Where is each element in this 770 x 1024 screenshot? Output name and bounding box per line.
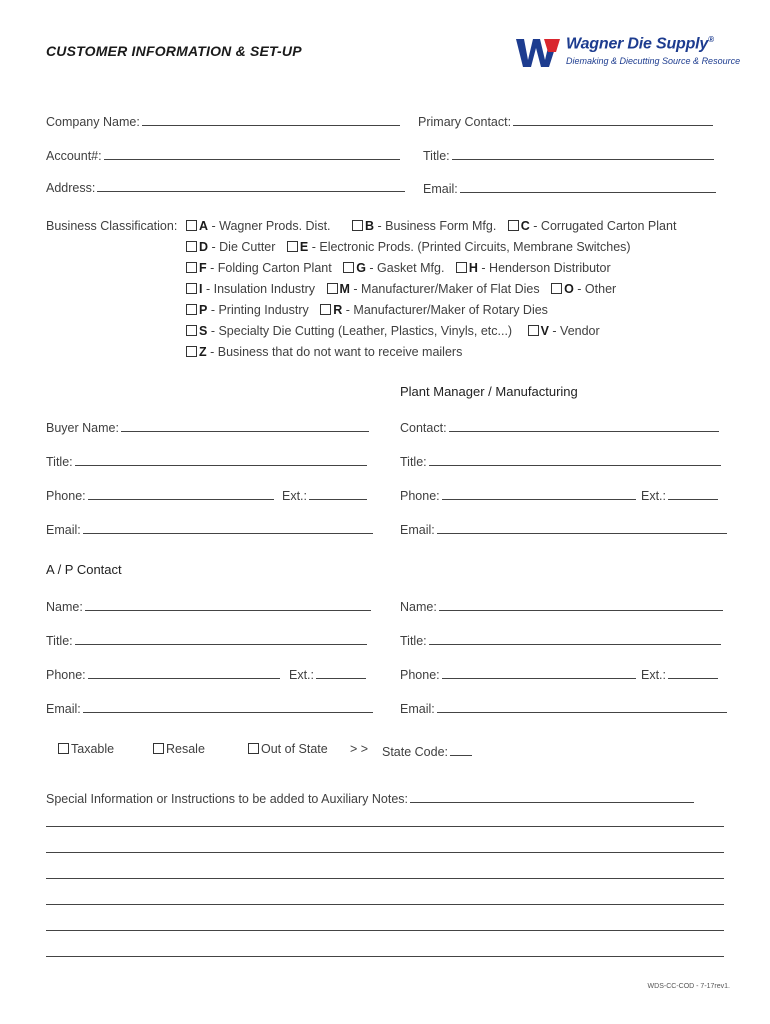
checkbox-icon[interactable] [343,262,354,273]
checkbox-icon[interactable] [186,346,197,357]
buyer-email-label: Email: [46,523,81,537]
notes-line[interactable] [46,904,724,905]
company-logo [514,34,741,72]
ap2-title-field[interactable] [400,631,721,648]
classification-option-m[interactable]: M - Manufacturer/Maker of Flat Dies [327,282,540,296]
plant-phone-field[interactable] [400,486,636,503]
ap-email-field[interactable] [46,699,373,716]
classification-row-5 [186,303,548,317]
company-title-line[interactable] [452,146,714,160]
ap2-phone-line[interactable] [442,665,636,679]
account-line[interactable] [104,146,400,160]
buyer-title-field[interactable] [46,452,367,469]
classification-option-a[interactable]: A - Wagner Prods. Dist. [186,219,331,233]
account-label: Account#: [46,149,102,163]
ap2-name-field[interactable] [400,597,723,614]
plant-title-field[interactable] [400,452,721,469]
buyer-name-field[interactable] [46,418,369,435]
logo-name: Wagner Die Supply® [566,35,714,53]
logo-tagline: Diemaking & Diecutting Source & Resource [566,56,741,66]
ap2-email-label: Email: [400,702,435,716]
ap-title-field[interactable] [46,631,367,648]
buyer-ext-field[interactable] [282,486,367,503]
ap-name-label: Name: [46,600,83,614]
checkbox-icon[interactable] [456,262,467,273]
classification-row-3 [186,261,611,275]
account-field[interactable] [46,146,400,163]
checkbox-icon[interactable] [327,283,338,294]
checkbox-icon[interactable] [153,743,164,754]
special-info-line[interactable] [410,789,694,803]
ap-name-line[interactable] [85,597,371,611]
classification-row-1 [186,219,676,233]
ap-ext-field[interactable] [289,665,366,682]
out-of-state-label: Out of State [261,742,328,756]
plant-phone-label: Phone: [400,489,440,503]
company-email-label: Email: [423,182,458,196]
ap-title-line[interactable] [75,631,367,645]
company-name-line[interactable] [142,112,400,126]
classification-option-e[interactable]: E - Electronic Prods. (Printed Circuits, Membrane Switches) [287,240,631,254]
special-info-label: Special Information or Instructions to be added to Auxiliary Notes: [46,792,408,806]
ap-ext-line[interactable] [316,665,366,679]
classification-option-s[interactable]: S - Specialty Die Cutting (Leather, Plastics, Vinyls, etc...) [186,324,512,338]
form-code: WDS-CC-COD - 7-17rev1. [647,983,730,990]
buyer-title-line[interactable] [75,452,367,466]
checkbox-icon[interactable] [186,325,197,336]
company-name-field[interactable] [46,112,400,129]
ap2-ext-label: Ext.: [641,668,667,682]
checkbox-icon[interactable] [528,325,539,336]
ap2-title-label: Title: [400,634,427,648]
notes-line[interactable] [46,878,724,879]
address-field[interactable] [46,178,405,195]
classification-option-o[interactable]: O - Other [551,282,616,296]
plant-contact-field[interactable] [400,418,719,435]
address-label: Address: [46,181,96,195]
buyer-ext-label: Ext.: [282,489,308,503]
buyer-phone-field[interactable] [46,486,274,503]
ap2-ext-line[interactable] [668,665,718,679]
checkbox-icon[interactable] [186,262,197,273]
plant-contact-line[interactable] [449,418,719,432]
primary-contact-line[interactable] [513,112,713,126]
company-email-field[interactable] [423,179,716,196]
classification-option-v[interactable]: V - Vendor [528,324,600,338]
ap-email-label: Email: [46,702,81,716]
ap2-title-line[interactable] [429,631,721,645]
ap-phone-label: Phone: [46,668,86,682]
plant-email-label: Email: [400,523,435,537]
plant-title-line[interactable] [429,452,721,466]
buyer-name-label: Buyer Name: [46,421,119,435]
ap2-email-line[interactable] [437,699,727,713]
notes-line[interactable] [46,826,724,827]
notes-line[interactable] [46,956,724,957]
plant-manager-heading: Plant Manager / Manufacturing [400,384,578,399]
taxable-option[interactable] [58,742,114,756]
ap-ext-label: Ext.: [289,668,315,682]
company-name-label: Company Name: [46,115,140,129]
resale-label: Resale [166,742,205,756]
buyer-email-field[interactable] [46,520,373,537]
buyer-email-line[interactable] [83,520,373,534]
classification-option-b[interactable]: B - Business Form Mfg. [352,219,496,233]
plant-email-field[interactable] [400,520,727,537]
classification-row-6 [186,324,600,338]
taxable-label: Taxable [71,742,115,756]
state-code-label: State Code: [382,745,449,759]
special-info-field[interactable] [46,789,694,806]
checkbox-icon[interactable] [186,283,197,294]
checkbox-icon[interactable] [248,743,259,754]
checkbox-icon[interactable] [508,220,519,231]
checkbox-icon[interactable] [186,304,197,315]
classification-option-p[interactable]: P - Printing Industry [186,303,309,317]
notes-line[interactable] [46,852,724,853]
checkbox-icon[interactable] [352,220,363,231]
state-code-field[interactable] [382,742,472,759]
arrow-indicator: > > [350,742,369,756]
ap2-email-field[interactable] [400,699,727,716]
classification-option-c[interactable]: C - Corrugated Carton Plant [508,219,677,233]
plant-ext-label: Ext.: [641,489,667,503]
wagner-logo-icon [514,36,562,70]
form-title: CUSTOMER INFORMATION & SET-UP [46,43,302,59]
notes-line[interactable] [46,930,724,931]
ap-email-line[interactable] [83,699,373,713]
classification-option-h[interactable]: H - Henderson Distributor [456,261,611,275]
ap-phone-field[interactable] [46,665,280,682]
resale-option[interactable] [153,742,205,756]
classification-option-z[interactable]: Z - Business that do not want to receive mailers [186,345,462,359]
ap2-phone-field[interactable] [400,665,636,682]
checkbox-icon[interactable] [186,220,197,231]
classification-option-g[interactable]: G - Gasket Mfg. [343,261,444,275]
company-title-field[interactable] [423,146,714,163]
classification-row-7 [186,345,462,359]
primary-contact-label: Primary Contact: [418,115,512,129]
plant-contact-label: Contact: [400,421,447,435]
plant-ext-line[interactable] [668,486,718,500]
company-email-line[interactable] [460,179,716,193]
primary-contact-field[interactable] [418,112,713,129]
checkbox-icon[interactable] [58,743,69,754]
buyer-name-line[interactable] [121,418,369,432]
classification-option-r[interactable]: R - Manufacturer/Maker of Rotary Dies [320,303,548,317]
plant-phone-line[interactable] [442,486,636,500]
buyer-phone-label: Phone: [46,489,86,503]
classification-option-d[interactable]: D - Die Cutter [186,240,275,254]
checkbox-icon[interactable] [320,304,331,315]
buyer-phone-line[interactable] [88,486,274,500]
plant-ext-field[interactable] [641,486,718,503]
ap-title-label: Title: [46,634,73,648]
company-title-label: Title: [423,149,450,163]
business-classification-label: Business Classification: [46,219,178,233]
classification-row-4 [186,282,616,296]
checkbox-icon[interactable] [551,283,562,294]
ap-contact-heading: A / P Contact [46,562,122,577]
buyer-title-label: Title: [46,455,73,469]
state-code-line[interactable] [450,742,472,756]
ap-phone-line[interactable] [88,665,280,679]
ap2-phone-label: Phone: [400,668,440,682]
ap2-name-line[interactable] [439,597,723,611]
checkbox-icon[interactable] [186,241,197,252]
classification-option-i[interactable]: I - Insulation Industry [186,282,315,296]
plant-email-line[interactable] [437,520,727,534]
classification-option-f[interactable]: F - Folding Carton Plant [186,261,332,275]
buyer-ext-line[interactable] [309,486,367,500]
out-of-state-option[interactable] [248,742,328,756]
address-line[interactable] [97,178,405,192]
ap2-ext-field[interactable] [641,665,718,682]
checkbox-icon[interactable] [287,241,298,252]
ap-name-field[interactable] [46,597,371,614]
ap2-name-label: Name: [400,600,437,614]
classification-row-2 [186,240,631,254]
plant-title-label: Title: [400,455,427,469]
